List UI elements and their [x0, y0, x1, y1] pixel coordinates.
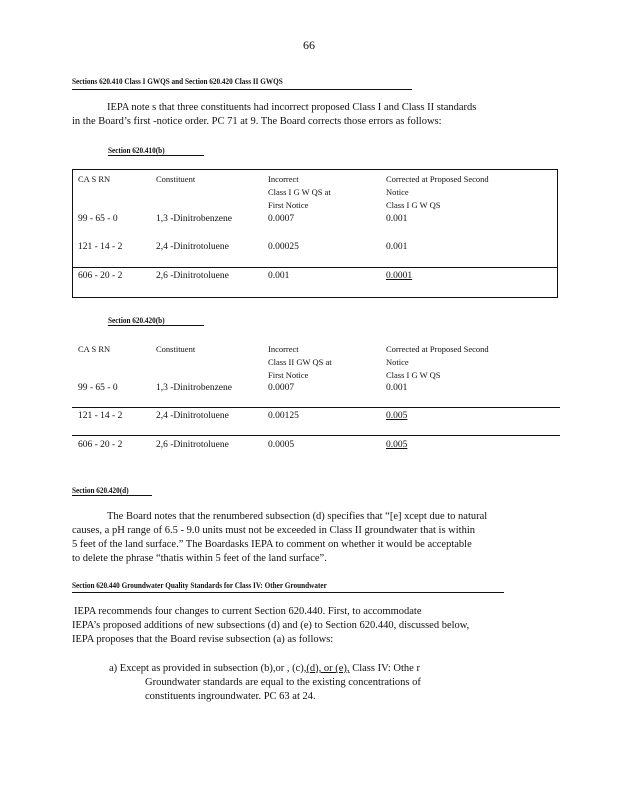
cas-number: 606 - 20 - 2 [78, 271, 123, 281]
incorrect-value: 0.0007 [268, 214, 295, 224]
paragraph-2-line-3: 5 feet of the land surface.” The Boardasks IEPA to comment on whether it would be acceptable [72, 539, 472, 550]
incorrect-value: 0.00025 [268, 242, 299, 252]
amendment-inserted-text: (d), or (e), [306, 663, 350, 674]
cas-number: 121 - 14 - 2 [78, 411, 123, 421]
amendment-line-1 [109, 662, 420, 676]
page-number: 66 [303, 38, 315, 52]
cas-number: 99 - 65 - 0 [78, 383, 118, 393]
table-2-header-corrected-2: Notice [386, 357, 409, 367]
amendment-text: a) Except as provided in subsection (b),or , (c), [109, 663, 307, 674]
table-2-header-incorrect-2: Class II GW QS at [268, 357, 332, 367]
table-1-header-corrected-2: Notice [386, 187, 409, 197]
table-1-header-cas: CA S RN [78, 174, 111, 184]
constituent: 2,4 -Dinitrotoluene [156, 411, 229, 421]
corrected-value: 0.001 [386, 242, 408, 252]
table-1-header-constituent: Constituent [156, 174, 196, 184]
table-1-label-underline [108, 155, 204, 156]
cas-number: 606 - 20 - 2 [78, 440, 123, 450]
table-1-section-label: Section 620.410(b) [108, 145, 165, 155]
corrected-value: 0.005 [386, 440, 408, 450]
table-2-header-corrected-3: Class I G W QS [386, 370, 441, 380]
cas-number: 121 - 14 - 2 [78, 242, 123, 252]
table-2-section-label: Section 620.420(b) [108, 315, 165, 325]
incorrect-value: 0.00125 [268, 411, 299, 421]
incorrect-value: 0.001 [268, 271, 290, 281]
heading-underline [72, 89, 412, 90]
table-2-row-divider-1 [72, 407, 560, 408]
table-2-row-divider-2 [72, 435, 560, 436]
constituent: 2,6 -Dinitrotoluene [156, 440, 229, 450]
corrected-value: 0.001 [386, 214, 408, 224]
corrected-value: 0.0001 [386, 271, 413, 281]
table-2-header-corrected-1: Corrected at Proposed Second [386, 344, 489, 354]
table-1-header-incorrect-1: Incorrect [268, 174, 299, 184]
constituent: 1,3 -Dinitrobenzene [156, 383, 232, 393]
amendment-text-tail: Class IV: Othe r [349, 663, 420, 674]
paragraph-3-line-1: IEPA recommends four changes to current Section 620.440. First, to accommodate [74, 606, 422, 617]
heading-3-underline [72, 592, 504, 593]
corrected-value: 0.005 [386, 411, 408, 421]
table-1-header-corrected-1: Corrected at Proposed Second [386, 174, 489, 184]
amendment-line-3: constituents ingroundwater. PC 63 at 24. [145, 691, 316, 702]
constituent: 1,3 -Dinitrobenzene [156, 214, 232, 224]
paragraph-2-line-2: causes, a pH range of 6.5 - 9.0 units must not be exceeded in Class II groundwater that is within [72, 525, 475, 536]
table-1-row-divider [72, 267, 557, 268]
cas-number: 99 - 65 - 0 [78, 214, 118, 224]
paragraph-1-line-2: in the Board’s first -notice order. PC 71 at 9. The Board corrects those errors as follows: [72, 116, 442, 127]
table-2-label-underline [108, 325, 204, 326]
constituent: 2,6 -Dinitrotoluene [156, 271, 229, 281]
incorrect-value: 0.0007 [268, 383, 295, 393]
heading-2-underline [72, 495, 152, 496]
table-2-header-cas: CA S RN [78, 344, 111, 354]
amendment-line-2: Groundwater standards are equal to the existing concentrations of [145, 677, 421, 688]
paragraph-3-line-2: IEPA’s proposed additions of new subsections (d) and (e) to Section 620.440, discussed below, [72, 620, 470, 631]
paragraph-1-line-1: IEPA note s that three constituents had incorrect proposed Class I and Class II standards [107, 102, 477, 113]
paragraph-2-line-1: The Board notes that the renumbered subsection (d) specifies that “[e] xcept due to natural [107, 511, 488, 522]
table-1-header-incorrect-3: First Notice [268, 200, 309, 210]
section-heading-620-440: Section 620.440 Groundwater Quality Standards for Class IV: Other Groundwater [72, 580, 327, 590]
section-heading-620-410-420: Sections 620.410 Class I GWQS and Section 620.420 Class II GWQS [72, 76, 283, 86]
incorrect-value: 0.0005 [268, 440, 295, 450]
constituent: 2,4 -Dinitrotoluene [156, 242, 229, 252]
section-heading-620-420d: Section 620.420(d) [72, 485, 129, 495]
table-1-header-incorrect-2: Class I G W QS at [268, 187, 331, 197]
paragraph-3-line-3: IEPA proposes that the Board revise subsection (a) as follows: [72, 634, 334, 645]
table-2-header-incorrect-1: Incorrect [268, 344, 299, 354]
paragraph-2-line-4: to delete the phrase “thatis within 5 feet of the land surface”. [72, 553, 327, 564]
table-1-header-corrected-3: Class I G W QS [386, 200, 441, 210]
corrected-value: 0.001 [386, 383, 408, 393]
table-2-header-constituent: Constituent [156, 344, 196, 354]
table-2-header-incorrect-3: First Notice [268, 370, 309, 380]
